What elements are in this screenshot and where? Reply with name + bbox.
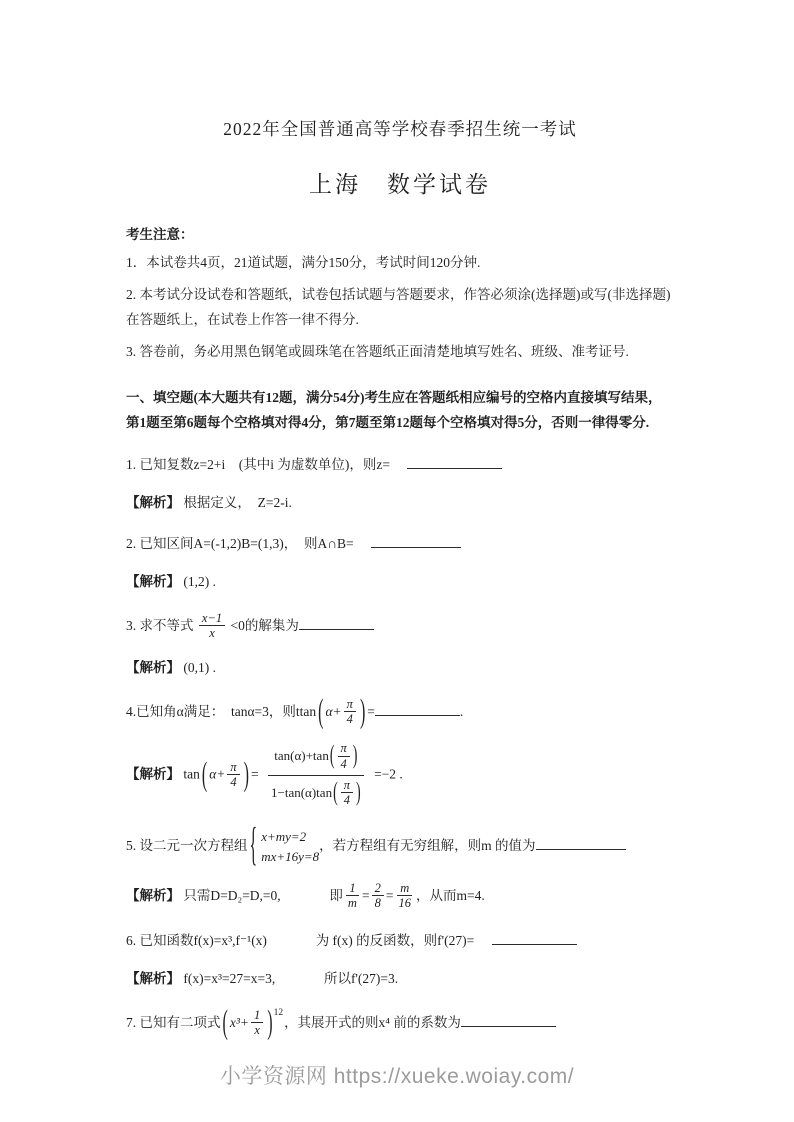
fraction-denominator: m bbox=[347, 896, 357, 911]
fraction-numerator: m bbox=[397, 881, 412, 896]
exam-page bbox=[126, 0, 674, 1042]
exponent: 12 bbox=[273, 1007, 284, 1018]
analysis-label: 【解析】 bbox=[126, 888, 180, 904]
fraction bbox=[227, 760, 239, 790]
equation-2: mx+16y=8 bbox=[261, 848, 320, 864]
equals-sign: = bbox=[385, 888, 394, 904]
answer-blank-5 bbox=[536, 836, 626, 850]
analysis-1 bbox=[126, 492, 674, 515]
big-fraction-denominator bbox=[265, 776, 368, 809]
equals-sign: = bbox=[361, 888, 370, 904]
fraction bbox=[345, 881, 360, 911]
equals-sign: = bbox=[367, 703, 375, 719]
question-3-text: 3. 求不等式 bbox=[126, 617, 194, 633]
fraction-numerator: π bbox=[344, 697, 356, 712]
right-paren: ) bbox=[352, 742, 358, 771]
page-title: 2022年全国普通高等学校春季招生统一考试 bbox=[223, 119, 577, 139]
analysis-label: 【解析】 bbox=[126, 573, 180, 589]
answer-blank-4 bbox=[375, 702, 460, 716]
equation-system bbox=[261, 827, 319, 867]
analysis-5 bbox=[126, 882, 674, 912]
analysis-5-conclusion: ，从而m=4. bbox=[415, 888, 485, 904]
left-paren: ( bbox=[201, 757, 208, 794]
denominator-text: 1−tan(α)tan bbox=[271, 784, 333, 800]
big-fraction-numerator bbox=[268, 742, 364, 776]
analysis-3-text: (0,1) . bbox=[183, 659, 216, 675]
fraction bbox=[395, 881, 414, 911]
question-6-text-2: 为 f(x) 的反函数，则f'(27)= bbox=[315, 932, 475, 948]
left-paren: ( bbox=[333, 778, 338, 808]
equals-sign: = bbox=[251, 766, 259, 782]
section-instructions: 一、填空题(本大题共有12题，满分54分)考生应在答题纸相应编号的空格内直接填写结果，第1题至第6题每个空格填对得4分，第7题至第12题每个空格填对得5分，否则一律得零分. bbox=[126, 390, 662, 431]
question-4-text: 4.已知角α满足： tanα=3，则t bbox=[126, 703, 300, 719]
fraction-numerator: 1 bbox=[251, 1008, 263, 1023]
tan-function: tan bbox=[183, 766, 200, 782]
equation-1: x+my=2 bbox=[261, 828, 307, 844]
question-7-text-2: ，其展开式的则x⁴ 前的系数为 bbox=[284, 1014, 461, 1030]
fraction-numerator: x−1 bbox=[199, 611, 225, 626]
answer-blank-3 bbox=[299, 616, 374, 630]
right-paren: ) bbox=[359, 694, 366, 731]
left-paren: ( bbox=[318, 694, 324, 731]
analysis-label: 【解析】 bbox=[126, 659, 180, 675]
right-paren: ) bbox=[356, 778, 361, 808]
fraction-numerator: π bbox=[341, 778, 353, 793]
question-2-text: 2. 已知区间A=(-1,2)B=(1,3)， 则A∩B= bbox=[126, 536, 354, 551]
left-paren: ( bbox=[329, 742, 335, 771]
footer-watermark bbox=[0, 1060, 794, 1090]
big-fraction bbox=[265, 742, 368, 809]
fraction bbox=[372, 881, 384, 911]
page-subtitle: 上海 数学试卷 bbox=[309, 172, 491, 197]
fraction-numerator: π bbox=[338, 741, 350, 756]
notice-label: 考生注意： bbox=[126, 227, 194, 242]
fraction bbox=[251, 1008, 263, 1038]
system-brace: { bbox=[249, 822, 258, 872]
question-5-text-2: ，若方程组有无穷组解，则m 的值为 bbox=[319, 838, 536, 854]
footer-site-link: 小学资源网 https://xueke.woiay.com/ bbox=[219, 1065, 575, 1088]
question-5-text: 5. 设二元一次方程组 bbox=[126, 838, 248, 854]
analysis-label: 【解析】 bbox=[126, 495, 180, 511]
numerator-text: tan(α)+tan bbox=[274, 748, 329, 764]
fraction-denominator: 4 bbox=[343, 793, 350, 808]
answer-blank-1 bbox=[407, 455, 502, 469]
fraction-numerator: 1 bbox=[346, 881, 358, 896]
fraction-denominator: 4 bbox=[346, 711, 353, 726]
analysis-4 bbox=[126, 742, 674, 809]
analysis-label: 【解析】 bbox=[126, 766, 180, 782]
question-6 bbox=[126, 930, 674, 953]
fraction-numerator: 2 bbox=[372, 881, 384, 896]
question-4-tail: . bbox=[459, 703, 464, 719]
right-paren: ) bbox=[243, 757, 249, 794]
question-1 bbox=[126, 454, 674, 477]
question-6-text: 6. 已知函数f(x)=x³,f⁻¹(x) bbox=[126, 932, 267, 948]
question-5 bbox=[126, 822, 674, 872]
analysis-6 bbox=[126, 968, 674, 991]
fraction-denominator: x bbox=[254, 1023, 260, 1038]
answer-blank-6 bbox=[492, 931, 577, 945]
fraction-denominator: 4 bbox=[340, 756, 347, 771]
analysis-label: 【解析】 bbox=[126, 970, 180, 986]
analysis-4-arg: α+ bbox=[209, 766, 226, 782]
analysis-6-conclusion: 所以f'(27)=3. bbox=[324, 970, 399, 986]
binomial-base: x³+ bbox=[229, 1014, 249, 1030]
notice-item-1: 1．本试卷共4页，21道试题，满分150分，考试时间120分钟. bbox=[126, 255, 481, 270]
analysis-2-text: (1,2) . bbox=[183, 573, 216, 589]
analysis-5-text-2: 即 bbox=[329, 888, 343, 904]
notice-item-3: 3. 答卷前，务必用黑色钢笔或圆珠笔在答题纸正面清楚地填写姓名、班级、准考证号. bbox=[126, 343, 629, 359]
question-3 bbox=[126, 612, 674, 642]
notice-item-2: 2. 本考试分设试卷和答题纸，试卷包括试题与答题要求，作答必须涂(选择题)或写(非选择题)在答题纸上，在试卷上作答一律不得分. bbox=[126, 287, 671, 327]
fraction bbox=[344, 697, 356, 727]
question-3-text-2: <0的解集为 bbox=[230, 617, 299, 633]
answer-blank-2 bbox=[371, 534, 461, 548]
analysis-2 bbox=[126, 571, 674, 594]
fraction-denominator: 4 bbox=[230, 775, 237, 790]
fraction bbox=[338, 741, 350, 771]
fraction bbox=[199, 611, 225, 641]
analysis-6-text: f(x)=x³=27=x=3, bbox=[183, 970, 276, 986]
tan-function: tan bbox=[299, 703, 317, 719]
right-paren: ) bbox=[267, 1005, 273, 1042]
question-7-text: 7. 已知有二项式 bbox=[126, 1014, 221, 1030]
fraction-denominator: 8 bbox=[374, 896, 381, 911]
answer-blank-7 bbox=[461, 1013, 556, 1027]
question-4 bbox=[126, 694, 674, 731]
fraction-denominator: x bbox=[209, 626, 215, 641]
question-1-text: 1. 已知复数z=2+i (其中i 为虚数单位)，则z= bbox=[126, 457, 390, 473]
fraction-numerator: π bbox=[227, 760, 239, 775]
analysis-4-result: =−2 . bbox=[374, 766, 403, 782]
question-4-arg: α+ bbox=[325, 703, 342, 719]
analysis-3 bbox=[126, 657, 674, 680]
analysis-5-text: 只需D=D₂=D,=0, bbox=[183, 888, 281, 904]
fraction bbox=[341, 778, 353, 808]
question-2 bbox=[126, 533, 674, 556]
fraction-denominator: 16 bbox=[398, 896, 411, 911]
analysis-1-text: 根据定义， Z=2-i. bbox=[183, 495, 292, 511]
left-paren: ( bbox=[222, 1005, 228, 1042]
question-7 bbox=[126, 1005, 674, 1042]
